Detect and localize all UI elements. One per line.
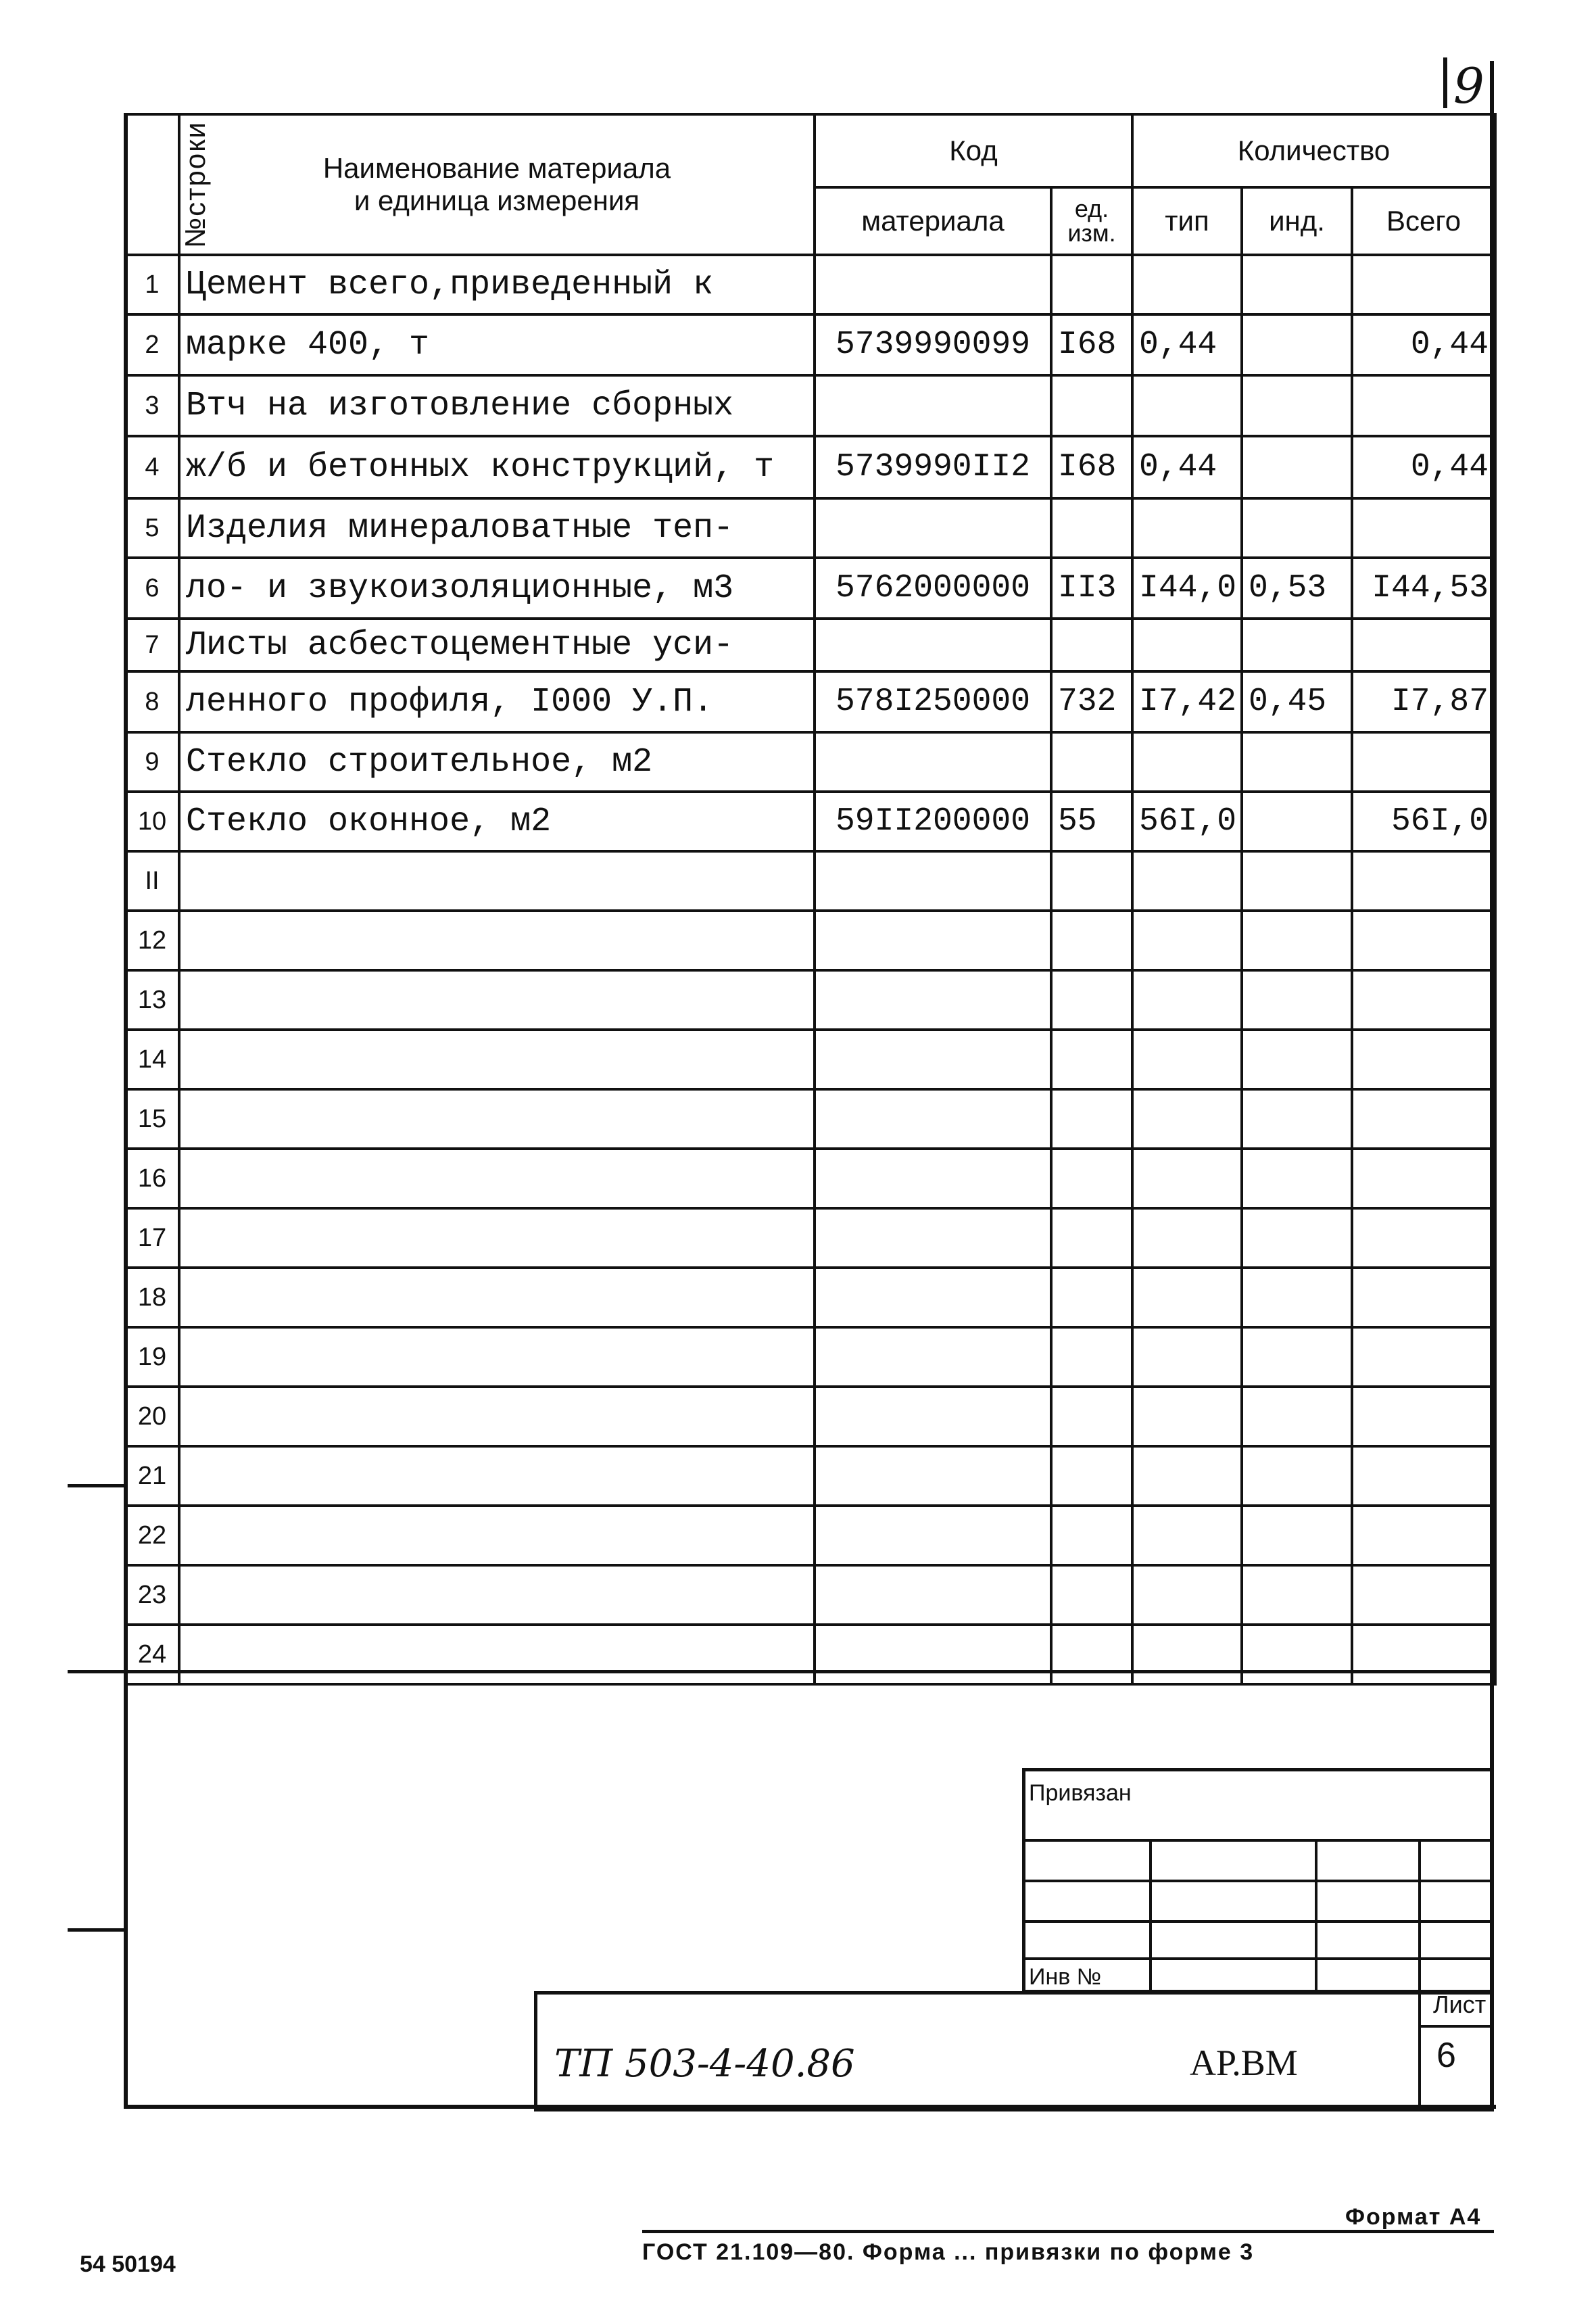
material-code-cell [815,1387,1051,1446]
material-name-cell [179,1446,815,1506]
individual-quantity-cell [1242,1387,1352,1446]
row-number: 4 [125,436,179,498]
type-quantity-cell [1132,1268,1242,1327]
unit-cell [1051,1565,1132,1625]
inventory-number-label: Инв № [1029,1964,1102,1990]
total-quantity-cell [1352,375,1495,436]
material-code-cell [815,1149,1051,1208]
type-quantity-cell [1132,1446,1242,1506]
table-row [125,851,1495,911]
individual-quantity-cell [1242,436,1352,498]
material-name-cell: Цемент всего,приведенный к [179,255,815,314]
individual-quantity-cell: 0,45 [1242,671,1352,732]
type-quantity-cell [1132,1565,1242,1625]
table-row [125,970,1495,1030]
type-quantity-cell: I7,42 [1132,671,1242,732]
row-number: 15 [125,1089,179,1149]
stamp-divider [1315,1839,1317,1993]
total-quantity-cell [1352,619,1495,671]
table-row [125,1149,1495,1208]
material-name-cell [179,1030,815,1089]
unit-cell: II3 [1051,558,1132,619]
unit-cell [1051,732,1132,792]
material-code-cell: 578I250000 [815,671,1051,732]
margin-mark [68,1484,125,1487]
page-number-mark [1443,57,1447,108]
unit-cell [1051,1089,1132,1149]
material-code-cell [815,498,1051,558]
type-quantity-cell [1132,1030,1242,1089]
row-number: 1 [125,255,179,314]
unit-cell [1051,1446,1132,1506]
table-row [125,1565,1495,1625]
individual-quantity-cell [1242,1565,1352,1625]
sheet-number: 6 [1436,2036,1456,2075]
type-quantity-cell [1132,619,1242,671]
bound-label: Привязан [1029,1780,1132,1806]
table-row [125,1387,1495,1446]
individual-quantity-cell [1242,255,1352,314]
material-name-cell [179,1208,815,1268]
table-row [125,375,1495,436]
table-row [125,558,1495,619]
individual-quantity-cell [1242,1030,1352,1089]
table-row [125,314,1495,375]
stamp-divider [1022,1957,1494,1960]
document-mark: АР.ВМ [1190,2043,1298,2083]
row-number: 13 [125,970,179,1030]
material-code-header: материала [815,187,1051,255]
type-quantity-cell [1132,1625,1242,1684]
total-quantity-cell [1352,1506,1495,1565]
total-quantity-cell [1352,1446,1495,1506]
type-quantity-cell [1132,498,1242,558]
table-row [125,1625,1495,1684]
unit-cell [1051,1030,1132,1089]
type-header: тип [1132,187,1242,255]
total-quantity-cell [1352,1149,1495,1208]
unit-cell [1051,255,1132,314]
material-code-cell [815,732,1051,792]
material-code-cell [815,1565,1051,1625]
material-code-cell [815,619,1051,671]
unit-cell [1051,498,1132,558]
individual-header: инд. [1242,187,1352,255]
unit-cell [1051,1387,1132,1446]
row-number: 18 [125,1268,179,1327]
stamp-divider [1022,1920,1494,1923]
total-quantity-cell [1352,1030,1495,1089]
material-code-cell: 5739990II2 [815,436,1051,498]
gost-reference: ГОСТ 21.109—80. Форма ... привязки по форме 3 [642,2239,1255,2265]
individual-quantity-cell [1242,1208,1352,1268]
title-block-divider [1418,2025,1494,2028]
type-quantity-cell [1132,732,1242,792]
row-number: 16 [125,1149,179,1208]
material-name-cell [179,1625,815,1684]
material-code-cell [815,375,1051,436]
unit-cell [1051,1327,1132,1387]
material-code-cell: 59II200000 [815,792,1051,851]
material-name-cell [179,1089,815,1149]
total-quantity-cell: 56I,0 [1352,792,1495,851]
row-number: 12 [125,911,179,970]
unit-cell: I68 [1051,314,1132,375]
footer-line [642,2230,1494,2233]
individual-quantity-cell [1242,911,1352,970]
material-code-cell [815,1327,1051,1387]
table-row [125,732,1495,792]
table-row [125,911,1495,970]
total-quantity-cell [1352,732,1495,792]
archive-number: 54 50194 [80,2251,176,2277]
unit-header: ед. изм. [1051,187,1132,255]
material-name-cell [179,911,815,970]
stamp-divider [1022,1839,1494,1842]
individual-quantity-cell [1242,1506,1352,1565]
type-quantity-cell [1132,911,1242,970]
material-code-cell [815,1446,1051,1506]
individual-quantity-cell [1242,1149,1352,1208]
title-block-divider [1418,1991,1421,2111]
individual-quantity-cell [1242,619,1352,671]
row-number: 17 [125,1208,179,1268]
individual-quantity-cell [1242,1446,1352,1506]
unit-cell: I68 [1051,436,1132,498]
format-label: Формат А4 [1345,2204,1482,2230]
material-code-cell [815,1089,1051,1149]
table-row [125,436,1495,498]
unit-cell [1051,619,1132,671]
type-quantity-cell: 0,44 [1132,436,1242,498]
type-quantity-cell [1132,1208,1242,1268]
document-code: ТП 503-4-40.86 [554,2042,855,2086]
row-number: 5 [125,498,179,558]
material-code-cell [815,1506,1051,1565]
table-row [125,1446,1495,1506]
row-number: 9 [125,732,179,792]
type-quantity-cell [1132,255,1242,314]
unit-cell [1051,1149,1132,1208]
row-number: 6 [125,558,179,619]
individual-quantity-cell [1242,970,1352,1030]
type-quantity-cell [1132,851,1242,911]
material-code-cell [815,255,1051,314]
material-code-cell [815,1030,1051,1089]
row-number: 24 [125,1625,179,1684]
individual-quantity-cell: 0,53 [1242,558,1352,619]
unit-cell [1051,1625,1132,1684]
total-quantity-cell [1352,1565,1495,1625]
material-code-cell [815,970,1051,1030]
type-quantity-cell: 0,44 [1132,314,1242,375]
material-name-cell [179,1387,815,1446]
material-name-cell: Стекло оконное, м2 [179,792,815,851]
total-quantity-cell [1352,851,1495,911]
total-quantity-cell: I7,87 [1352,671,1495,732]
row-number: 7 [125,619,179,671]
table-row [125,1208,1495,1268]
materials-table [124,113,1497,1686]
total-quantity-cell [1352,1089,1495,1149]
total-quantity-cell [1352,1387,1495,1446]
total-quantity-cell [1352,1625,1495,1684]
material-code-cell: 5762000000 [815,558,1051,619]
type-quantity-cell [1132,1327,1242,1387]
row-number: 22 [125,1506,179,1565]
unit-cell [1051,1208,1132,1268]
table-row [125,1506,1495,1565]
total-quantity-cell [1352,970,1495,1030]
material-code-cell [815,1208,1051,1268]
unit-cell [1051,1506,1132,1565]
row-number: 19 [125,1327,179,1387]
type-quantity-cell: I44,0 [1132,558,1242,619]
individual-quantity-cell [1242,1268,1352,1327]
row-number: II [125,851,179,911]
individual-quantity-cell [1242,498,1352,558]
material-name-cell: марке 400, т [179,314,815,375]
stamp-divider [1418,1839,1421,1993]
row-number: 23 [125,1565,179,1625]
individual-quantity-cell [1242,851,1352,911]
individual-quantity-cell [1242,375,1352,436]
table-row [125,498,1495,558]
material-name-cell [179,1149,815,1208]
row-number: 20 [125,1387,179,1446]
material-name-cell: ленного профиля, I000 У.П. [179,671,815,732]
row-number: 10 [125,792,179,851]
individual-quantity-cell [1242,314,1352,375]
table-row [125,1089,1495,1149]
total-quantity-cell [1352,255,1495,314]
type-quantity-cell [1132,1387,1242,1446]
stamp-divider [1149,1839,1152,1993]
material-code-cell [815,1625,1051,1684]
total-quantity-cell: 0,44 [1352,314,1495,375]
total-quantity-cell: I44,53 [1352,558,1495,619]
table-row [125,1030,1495,1089]
total-quantity-cell [1352,1208,1495,1268]
material-code-cell: 5739990099 [815,314,1051,375]
material-name-cell: ж/б и бетонных конструкций, т [179,436,815,498]
total-quantity-cell [1352,1327,1495,1387]
table-row [125,619,1495,671]
material-name-cell: ло- и звукоизоляционные, м3 [179,558,815,619]
row-number: 8 [125,671,179,732]
unit-cell [1051,375,1132,436]
individual-quantity-cell [1242,1625,1352,1684]
material-name-cell: Втч на изготовление сборных [179,375,815,436]
material-code-cell [815,911,1051,970]
material-name-cell: Стекло строительное, м2 [179,732,815,792]
material-name-cell [179,1506,815,1565]
margin-mark [68,1928,125,1932]
page-number: 9 [1453,57,1484,114]
unit-cell: 732 [1051,671,1132,732]
total-quantity-cell [1352,911,1495,970]
type-quantity-cell [1132,1506,1242,1565]
row-number: 21 [125,1446,179,1506]
table-row [125,1268,1495,1327]
type-quantity-cell [1132,1149,1242,1208]
total-quantity-cell: 0,44 [1352,436,1495,498]
material-name-cell [179,1565,815,1625]
total-header: Всего [1352,187,1495,255]
type-quantity-cell [1132,1089,1242,1149]
unit-cell [1051,970,1132,1030]
material-name-cell [179,851,815,911]
name-header: Наименование материала и единица измерения [179,114,815,255]
unit-cell [1051,851,1132,911]
material-name-cell [179,1327,815,1387]
row-number-header: №строки [125,114,179,255]
material-name-cell [179,1268,815,1327]
unit-cell [1051,1268,1132,1327]
table-row [125,255,1495,314]
material-code-cell [815,1268,1051,1327]
total-quantity-cell [1352,498,1495,558]
table-row [125,792,1495,851]
table-row [125,1327,1495,1387]
code-header: Код [815,114,1132,187]
material-name-cell: Изделия минераловатные теп- [179,498,815,558]
material-name-cell: Листы асбестоцементные уси- [179,619,815,671]
row-number: 14 [125,1030,179,1089]
type-quantity-cell [1132,970,1242,1030]
type-quantity-cell: 56I,0 [1132,792,1242,851]
row-number: 2 [125,314,179,375]
individual-quantity-cell [1242,1327,1352,1387]
individual-quantity-cell [1242,792,1352,851]
individual-quantity-cell [1242,732,1352,792]
material-name-cell [179,970,815,1030]
material-code-cell [815,851,1051,911]
unit-cell [1051,911,1132,970]
total-quantity-cell [1352,1268,1495,1327]
row-number: 3 [125,375,179,436]
quantity-header: Количество [1132,114,1495,187]
individual-quantity-cell [1242,1089,1352,1149]
stamp-divider [1022,1880,1494,1882]
table-row [125,671,1495,732]
unit-cell: 55 [1051,792,1132,851]
type-quantity-cell [1132,375,1242,436]
sheet-label: Лист [1433,1990,1486,2018]
